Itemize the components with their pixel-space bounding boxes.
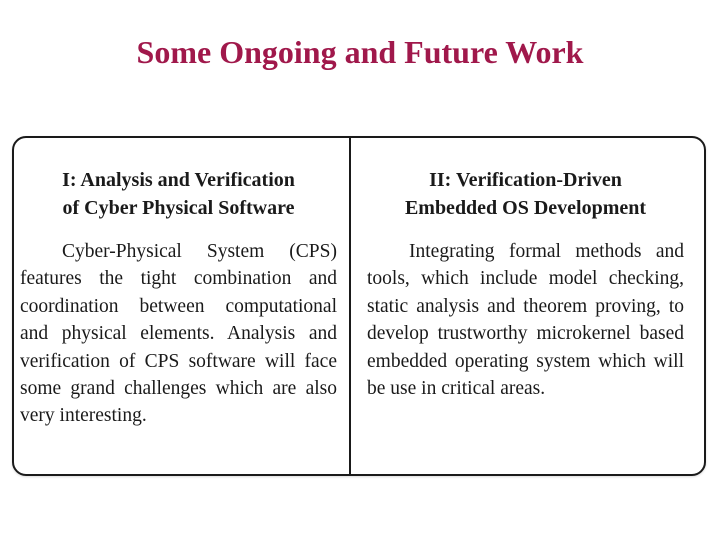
- column-heading-embedded-os-line2: Embedded OS Development: [404, 197, 647, 219]
- column-heading-analysis-line1: I: Analysis and Verification: [62, 169, 295, 191]
- column-heading-embedded-os: [367, 166, 684, 222]
- slide-title: Some Ongoing and Future Work: [136, 34, 584, 70]
- column-body-embedded-os: Integrating formal methods and tools, which include model checking, static analysis and theorem proving, to develop trustworthy microkernel based embedded operating system which will be use in critical areas.: [367, 241, 684, 400]
- column-heading-analysis-line2: of Cyber Physical Software: [62, 197, 295, 219]
- column-heading-analysis: [20, 166, 337, 222]
- column-analysis-verification: [14, 138, 349, 474]
- column-heading-embedded-os-line1: II: Verification-Driven: [429, 169, 622, 191]
- content-panel: [12, 136, 706, 476]
- column-embedded-os: [351, 138, 704, 474]
- column-body-analysis: Cyber-Physical System (CPS) features the tight combination and coordination between computational and physical elements. Analysis and verification of CPS software will face some grand challenges which are also very interesting.: [20, 241, 337, 427]
